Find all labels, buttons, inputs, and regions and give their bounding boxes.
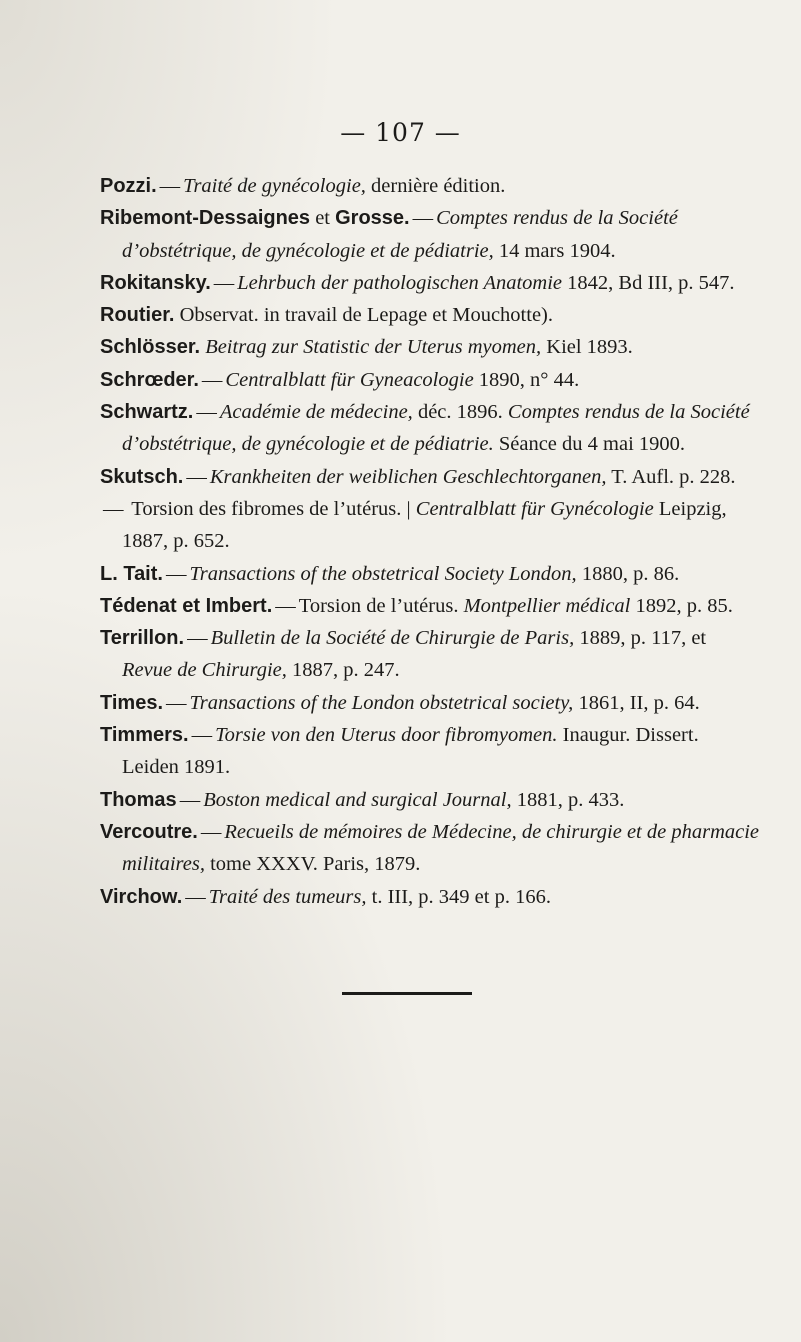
entry-details: 1842, Bd III, p. 547. (562, 271, 735, 294)
entry-title: Traité de gynécologie, (183, 175, 366, 197)
entry-details-2: Séance du 4 mai 1900. (493, 433, 686, 456)
entry-author: Tédenat et Imbert. (100, 594, 273, 617)
bibliography-entry (100, 816, 760, 881)
entry-author: Skutsch. (100, 465, 184, 488)
entry-author-2: Grosse. (335, 207, 410, 230)
entry-title: Transactions of the obstetrical Society London, (189, 562, 577, 585)
entry-joiner: et (310, 207, 336, 230)
entry-details: Torsion des fibromes de l’utérus. | (131, 497, 411, 520)
entry-author: Schlösser. (100, 336, 201, 359)
entry-author: Schwartz. (100, 401, 194, 424)
entry-title-2: Montpellier médical (458, 594, 631, 617)
entry-details: tome XXXV. Paris, 1879. (204, 853, 421, 876)
entry-title: Bulletin de la Société de Chirurgie de Paris, (210, 627, 575, 650)
bibliography-entry (100, 202, 760, 267)
entry-details: 14 mars 1904. (493, 239, 616, 262)
bibliography-entry (100, 622, 760, 687)
entry-title: Traité des tumeurs, (208, 885, 367, 908)
entry-author: Thomas (100, 788, 177, 811)
entry-title-2: Revue de Chirurgie, (122, 659, 287, 682)
entry-author: Virchow. (100, 885, 183, 908)
entry-dash: — (166, 691, 187, 714)
entry-details: dernière édition. (365, 175, 506, 197)
entry-dash: — (179, 788, 201, 811)
entry-dash: — (201, 368, 223, 391)
bibliography-entry (100, 299, 760, 331)
entry-author: Vercoutre. (100, 820, 198, 843)
bibliography-entry (100, 784, 760, 816)
entry-title: Comptes rendus de la Société d’obstétrique, de gynécologie et de pédiatrie, (122, 207, 678, 262)
bibliography-entry (100, 558, 760, 590)
entry-details: déc. 1896. (412, 401, 503, 424)
bibliography-entry (100, 331, 760, 363)
entry-details-2: Leipzig, 1887, p. 652. (122, 497, 727, 553)
section-divider (342, 992, 472, 995)
bibliography-entry (100, 590, 760, 622)
bibliography-entry (100, 719, 760, 784)
entry-author: Routier. (100, 304, 175, 327)
entry-details: 1861, II, p. 64. (573, 691, 700, 714)
entry-details: Kiel 1893. (541, 336, 633, 359)
bibliography-entry (100, 396, 760, 461)
entry-details: Inaugur. Dissert. Leiden 1891. (122, 724, 699, 779)
entry-author: Terrillon. (100, 627, 185, 650)
entry-dash: — (275, 594, 296, 617)
entry-title: Torsie von den Uterus door fibromyomen. (215, 724, 558, 747)
entry-details: 1889, p. 117, et (574, 627, 707, 650)
entry-details: T. Aufl. p. 228. (606, 465, 736, 488)
bibliography-entry (100, 687, 760, 719)
entry-dash: — (412, 207, 434, 230)
entry-title: Transactions of the London obstetrical society, (189, 691, 574, 714)
entry-details: t. III, p. 349 et p. 166. (366, 885, 551, 908)
entry-dash: — (159, 175, 181, 197)
bibliography-entry (100, 364, 760, 396)
entry-details-2: 1892, p. 85. (630, 594, 733, 617)
bibliography-list (100, 170, 760, 913)
entry-details-2: 1887, p. 247. (286, 659, 400, 682)
bibliography-entry (100, 493, 760, 558)
entry-author: Schrœder. (100, 368, 199, 391)
entry-details: Torsion de l’utérus. (298, 594, 459, 617)
entry-dash: — (186, 465, 207, 488)
entry-author: Ribemont-Dessaignes (100, 207, 311, 230)
entry-details: Observat. in travail de Lepage et Mouchotte). (179, 304, 553, 327)
page-number: — 107 — (340, 118, 461, 147)
entry-dash: — (200, 820, 222, 843)
entry-author: Rokitansky. (100, 271, 211, 294)
entry-title: Recueils de mémoires de Médecine, de chirurgie et de pharmacie militaires, (122, 820, 760, 876)
entry-author: Timmers. (100, 724, 189, 747)
entry-title-2: Comptes rendus de la Société d’obstétrique, de gynécologie et de pédiatrie. (122, 401, 750, 456)
entry-title: Lehrbuch der pathologischen Anatomie (237, 271, 563, 294)
entry-title: Boston medical and surgical Journal, (203, 788, 512, 811)
entry-author: Times. (100, 691, 163, 714)
entry-dash: — (187, 627, 208, 650)
entry-details: 1881, p. 433. (511, 788, 625, 811)
entry-title: Centralblatt für Gyneacologie (225, 368, 474, 391)
entry-dash: — (196, 401, 217, 424)
entry-title-2: Centralblatt für Gynécologie (410, 497, 654, 520)
entry-details: 1880, p. 86. (576, 562, 680, 585)
entry-title: Krankheiten der weiblichen Geschlechtorganen, (209, 465, 607, 488)
entry-dash: — (213, 271, 235, 294)
entry-dash: — (191, 724, 213, 747)
bibliography-entry (100, 461, 760, 493)
entry-details: 1890, n° 44. (473, 368, 580, 391)
entry-dash: — (185, 885, 206, 908)
bibliography-entry (100, 267, 760, 299)
bibliography-entry (100, 170, 760, 202)
entry-dash: — (103, 497, 124, 520)
entry-author: L. Tait. (100, 562, 163, 585)
entry-author: Pozzi. (100, 175, 157, 197)
entry-title: Beitrag zur Statistic der Uterus myomen, (205, 336, 542, 359)
entry-title: Académie de médecine, (219, 401, 413, 424)
entry-dash: — (165, 562, 187, 585)
bibliography-entry (100, 881, 760, 913)
